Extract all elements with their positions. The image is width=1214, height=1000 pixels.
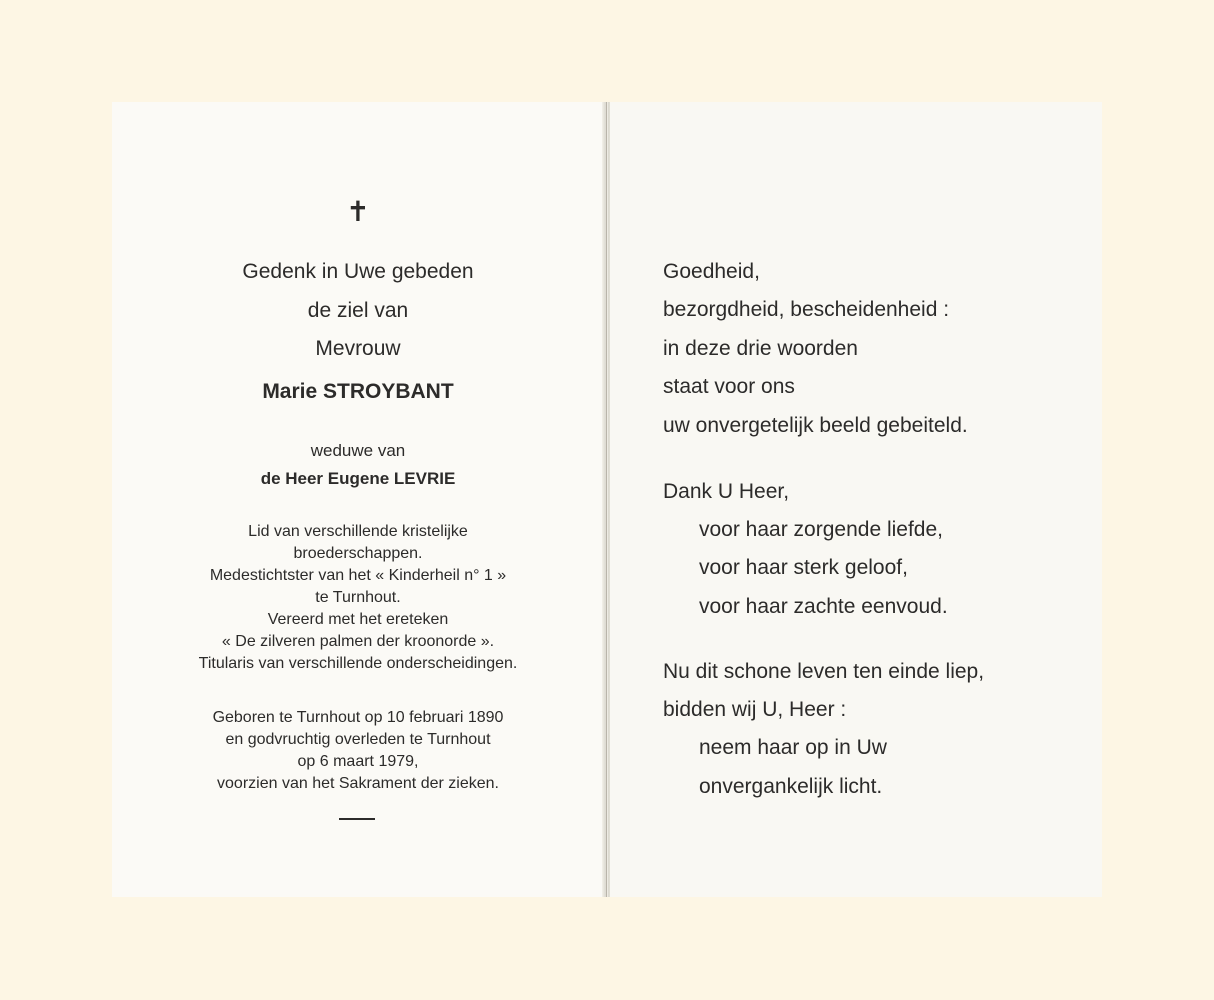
spouse-name: de Heer Eugene LEVRIE [260,469,456,488]
dates-line-1: Geboren te Turnhout op 10 februari 1890 [212,709,504,726]
stanza3-line-3: neem haar op in Uw [699,736,887,759]
memorial-card [112,102,1102,897]
stanza1-line-2: bezorgdheid, bescheidenheid : [663,298,950,321]
stanza1-line-1: Goedheid, [663,260,760,283]
stanza2-line-2: voor haar zorgende liefde, [699,518,943,541]
left-panel [112,102,604,897]
right-panel [610,102,1102,897]
intro-line-3: Mevrouw [315,337,401,360]
dates-line-3: op 6 maart 1979, [297,753,419,770]
stanza1-line-4: staat voor ons [663,375,795,398]
stanza3-line-1: Nu dit schone leven ten einde liep, [663,660,985,683]
bio-line-4: te Turnhout. [315,589,401,606]
bio-line-2: broederschappen. [293,545,423,562]
deceased-name: Marie STROYBANT [262,380,454,403]
intro-line-2: de ziel van [307,299,409,322]
dates-line-2: en godvruchtig overleden te Turnhout [225,731,491,748]
bio-line-5: Vereerd met het ereteken [267,611,449,628]
stanza2-line-1: Dank U Heer, [663,480,790,503]
stanza2-line-3: voor haar sterk geloof, [699,556,908,579]
spouse-intro: weduwe van [310,441,406,460]
stanza3-line-2: bidden wij U, Heer : [663,698,847,721]
bio-line-6: « De zilveren palmen der kroonorde ». [221,633,495,650]
closing-rule [339,818,375,820]
dates-line-4: voorzien van het Sakrament der zieken. [217,775,499,792]
cross-icon: ✝ [346,196,370,227]
stanza3-line-4: onvergankelijk licht. [699,775,883,798]
stanza1-line-3: in deze drie woorden [663,337,858,360]
stanza2-line-4: voor haar zachte eenvoud. [699,595,948,618]
bio-line-1: Lid van verschillende kristelijke [248,523,468,540]
bio-line-7: Titularis van verschillende onderscheidingen. [198,655,518,672]
stanza1-line-5: uw onvergetelijk beeld gebeiteld. [663,414,968,437]
intro-line-1: Gedenk in Uwe gebeden [242,260,474,283]
fold-crease [606,102,607,897]
bio-line-3: Medestichtster van het « Kinderheil n° 1 » [209,567,507,584]
